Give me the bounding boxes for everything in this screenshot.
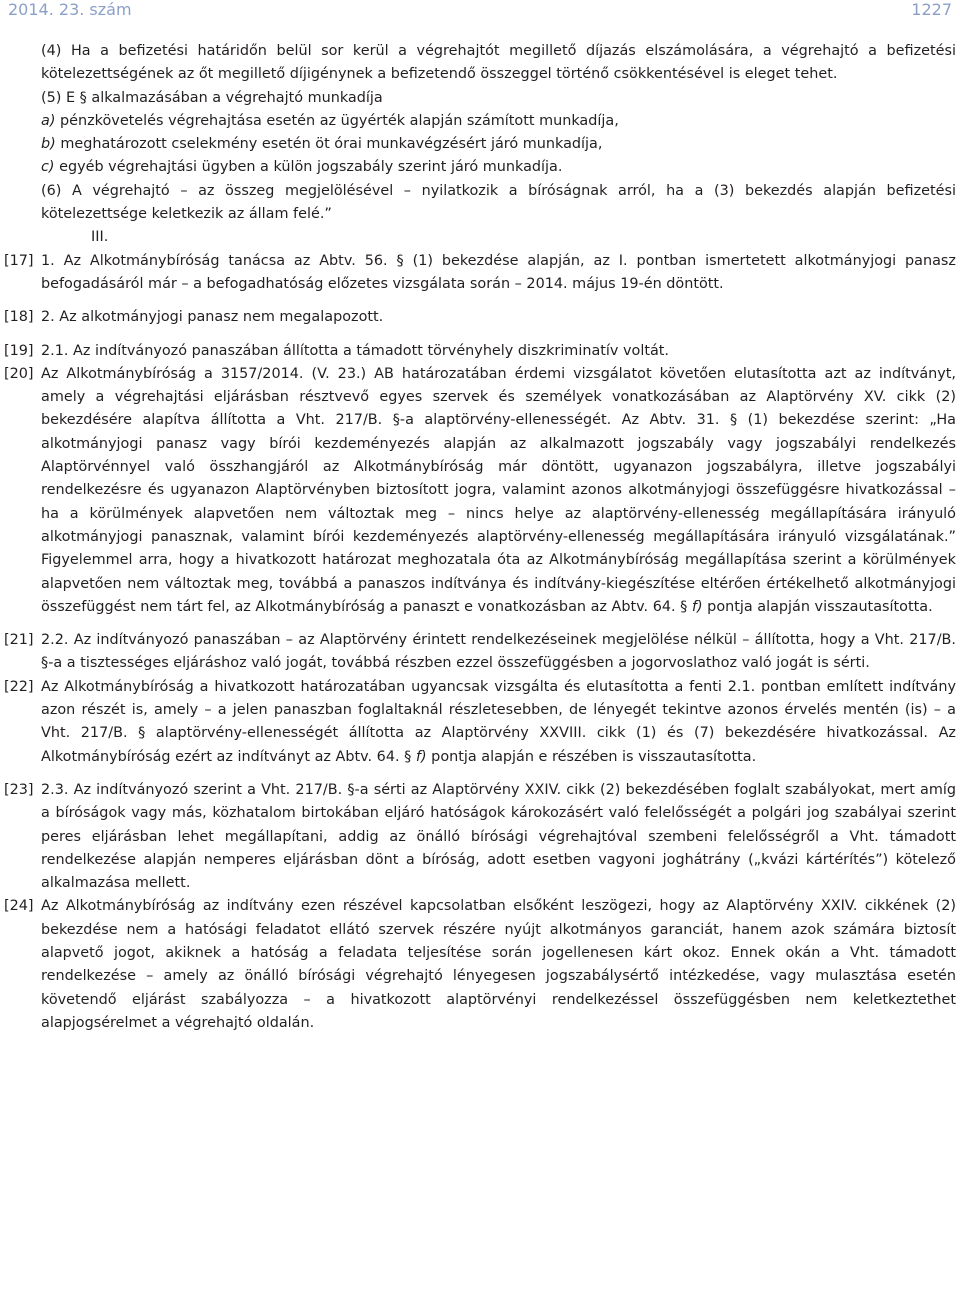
paragraph [4, 363, 956, 619]
point-label: a) [41, 112, 56, 129]
point-text: meghatározott cselekmény esetén öt órai munkavégzésért járó munkadíja, [55, 136, 603, 153]
paragraph [4, 340, 956, 363]
paragraph-number: [24] [4, 898, 34, 915]
quote-paragraph-4: (4) Ha a befizetési határidőn belül sor kerül a végrehajtót megillető díjazás elszámolására, a végrehajtó a befizetési kötelezettségének az őt megillető díjigénynek a befizetendő összeggel történő csökkentésével is eleget tehet. [41, 43, 956, 83]
point-label: c) [41, 159, 55, 176]
paragraph-text: 1. Az Alkotmánybíróság tanácsa az Abtv. 56. § (1) bekezdése alapján, az I. pontban ismertetett alkotmányjogi panasz befogadásáról már – a befogadhatóság előzetes vizsgálata során – 2014. május 19-én döntött. [41, 252, 956, 292]
document-body [4, 40, 956, 1035]
paragraph-text: 2.1. Az indítványozó panaszában állította a támadott törvényhely diszkriminatív voltát. [41, 342, 669, 359]
quote-paragraph-6: (6) A végrehajtó – az összeg megjelölésével – nyilatkozik a bíróságnak arról, ha a (3) bekezdés alapján befizetési kötelezettsége keletkezik az állam felé.” [41, 182, 956, 223]
point-label: b) [41, 136, 56, 153]
paragraph [4, 779, 956, 895]
paragraph [4, 306, 956, 329]
quote-paragraph-5-intro: (5) E § alkalmazásában a végrehajtó munkadíja [41, 89, 383, 106]
paragraph-number: [19] [4, 342, 34, 359]
paragraph-text: 2.3. Az indítványozó szerint a Vht. 217/B. §-a sérti az Alaptörvény XXIV. cikk (2) bekezdésében foglalt szabályokat, mert amíg a bíróságok vagy más, közhatalom birtokában eljáró hatóságok károkozásért való felelősségét a polgári jog szabályai szerint peres eljárásban lehet megállapítani, addig az önálló bírósági végrehajtóval szembeni felelősségről a Vht. támadott rendelkezése alapján nemperes eljárásban dönt a bíróság, adott esetben vagyoni joghátrány („kvázi kártérítés”) kötelező alkalmazása mellett. [41, 781, 956, 892]
point-text: pénzkövetelés végrehajtása esetén az ügyérték alapján számított munkadíja, [55, 112, 619, 129]
paragraph-number: [18] [4, 309, 34, 326]
paragraph [4, 250, 956, 297]
paragraph-number: [22] [4, 678, 34, 695]
paragraph-text: Az Alkotmánybíróság a hivatkozott határozatában ugyancsak vizsgálta és elutasította a fenti 2.1. pontban említett indítvány azon részét is, amely – a jelen panaszban foglaltaknál részletesebben, de lényegét tekintve azonos érvelés mentén (is) – a Vht. 217/B. § alaptörvény-ellenességét állította az Alaptörvény XXVIII. cikk (1) és (7) bekezdésére hivatkozással. Az Alkotmánybíróság ezért az indítványt az Abtv. 64. § f) pontja alapján e részében is visszautasította. [41, 678, 956, 765]
paragraph [4, 629, 956, 676]
issue-label: 2014. 23. szám [8, 0, 132, 19]
paragraph-number: [20] [4, 365, 34, 382]
quote-point-a [41, 110, 956, 133]
paragraph-text: Az Alkotmánybíróság a 3157/2014. (V. 23.) AB határozatában érdemi vizsgálatot követően elutasította azt az indítványt, amely a végrehajtási eljárásban résztvevő egyes szervek és személyek vonatkozásában az Alaptörvény XV. cikk (2) bekezdésére alapítva állította a Vht. 217/B. §-a alaptörvény-ellenességét. Az Abtv. 31. § (1) bekezdése szerint: „Ha alkotmányjogi panasz vagy bírói kezdeményezés alapján az alkalmazott jogszabály vagy jogszabályi rendelkezés Alaptörvénnyel való összhangjáról az Alkotmánybíróság már döntött, ugyanazon jogszabályra, illetve jogszabályi rendelkezésre és ugyanazon Alaptörvényben biztosított jogra, valamint azonos alkotmányjogi összefüggésre hivatkozással – ha a körülmények alapvetően nem változtak meg – nincs helye az alaptörvény-ellenesség megállapítására irányuló alkotmányjogi panasznak, valamint bírói kezdeményezés alaptörvény-ellenesség megállapítására irányuló vizsgálatának.” Figyelemmel arra, hogy a hivatkozott határozat meghozatala óta az Alkotmánybíróság megállapítása szerint a körülmények alapvetően nem változtak meg, továbbá a panaszos indítványa és indítvány-kiegészítése eltérően értékelhető alkotmányjogi összefüggést nem tárt fel, az Alkotmánybíróság a panaszt e vonatkozásban az Abtv. 64. § f) pontja alapján visszautasította. [41, 365, 956, 615]
page-number: 1227 [911, 0, 952, 19]
paragraph-text: Az Alkotmánybíróság az indítvány ezen részével kapcsolatban elsőként leszögezi, hogy az Alaptörvény XXIV. cikkének (2) bekezdése nem a hatósági feladatot ellátó szervek részére nyújt alkotmányos garanciát, hanem azok számára biztosít alapvető jogot, akiknek a hatóság a feladata teljesítése során jogellenesen kárt okoz. Ennek okán a Vht. támadott rendelkezése – amely az önálló bírósági végrehajtó lényegesen jogszabálysértő intézkedése, vagy mulasztása esetén követendő eljárást szabályozza – a hivatkozott alaptörvényi rendelkezéssel összefüggésben nem keletkeztethet alapjogsérelmet a végrehajtó oldalán. [41, 898, 956, 1031]
paragraph-text: 2. Az alkotmányjogi panasz nem megalapozott. [41, 309, 384, 326]
paragraph-number: [23] [4, 781, 34, 798]
section-heading: III. [91, 229, 109, 246]
point-text: egyéb végrehajtási ügyben a külön jogszabály szerint járó munkadíja. [54, 159, 563, 176]
paragraph-text: 2.2. Az indítványozó panaszában – az Alaptörvény érintett rendelkezéseinek megjelölése nélkül – állította, hogy a Vht. 217/B. §-a a tisztességes eljáráshoz való jogát, továbbá részben ezzel összefüggésben a jogorvoslathoz való jogát is sérti. [41, 632, 956, 672]
page-header [0, 0, 960, 22]
paragraph-number: [17] [4, 252, 34, 269]
quote-point-c [41, 156, 956, 179]
paragraph-number: [21] [4, 632, 34, 649]
quoted-provision [41, 40, 956, 226]
quote-point-b [41, 133, 956, 156]
paragraph [4, 676, 956, 769]
paragraph [4, 895, 956, 1035]
